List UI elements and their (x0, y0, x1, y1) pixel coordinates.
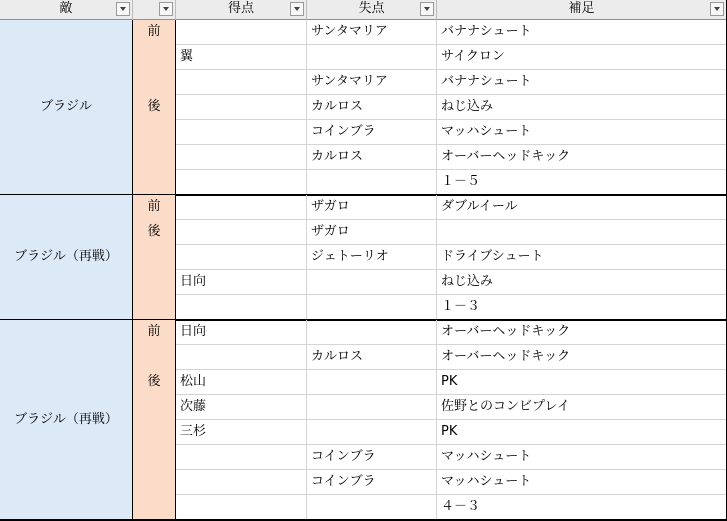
lost-cell[interactable]: カルロス (307, 95, 437, 120)
score-cell[interactable] (176, 345, 307, 370)
lost-cell[interactable] (307, 295, 437, 320)
note-cell[interactable]: バナナシュート (437, 70, 727, 95)
half-label: 後 (147, 99, 161, 114)
header-label: 失点 (358, 1, 385, 16)
lost-cell[interactable] (307, 370, 437, 395)
lost-cell[interactable] (307, 420, 437, 445)
score-cell[interactable] (176, 495, 307, 520)
header-score[interactable] (176, 0, 307, 20)
score-cell[interactable] (176, 470, 307, 495)
half-label: 前 (147, 199, 161, 214)
half-label: 後 (147, 224, 161, 239)
note-cell[interactable]: 佐野とのコンビプレイ (437, 395, 727, 420)
note-cell[interactable]: サイクロン (437, 45, 727, 70)
lost-cell[interactable]: カルロス (307, 145, 437, 170)
lost-cell[interactable] (307, 320, 437, 345)
filter-dropdown-icon[interactable] (710, 2, 724, 16)
note-cell[interactable]: PK (437, 420, 727, 445)
header-enemy[interactable] (0, 0, 133, 20)
header-lost[interactable] (307, 0, 437, 20)
enemy-cell[interactable] (0, 195, 133, 320)
note-cell[interactable]: １－５ (437, 170, 727, 195)
lost-cell[interactable]: ジェトーリオ (307, 245, 437, 270)
filter-dropdown-icon[interactable] (159, 2, 173, 16)
note-cell[interactable]: バナナシュート (437, 20, 727, 45)
lost-cell[interactable]: ザガロ (307, 220, 437, 245)
score-cell[interactable] (176, 95, 307, 120)
score-cell[interactable] (176, 70, 307, 95)
half-cell[interactable] (133, 320, 176, 520)
filter-dropdown-icon[interactable] (420, 2, 434, 16)
score-cell[interactable] (176, 220, 307, 245)
lost-cell[interactable]: サンタマリア (307, 70, 437, 95)
score-cell[interactable] (176, 245, 307, 270)
lost-cell[interactable] (307, 270, 437, 295)
filter-dropdown-icon[interactable] (290, 2, 304, 16)
half-label: 後 (147, 374, 161, 389)
half-label: 前 (147, 24, 161, 39)
score-cell[interactable]: 三杉 (176, 420, 307, 445)
score-cell[interactable] (176, 145, 307, 170)
score-cell[interactable] (176, 20, 307, 45)
lost-cell[interactable]: カルロス (307, 345, 437, 370)
score-cell[interactable]: 日向 (176, 270, 307, 295)
note-cell[interactable]: マッハシュート (437, 445, 727, 470)
half-cell[interactable] (133, 20, 176, 195)
lost-cell[interactable]: コインブラ (307, 470, 437, 495)
lost-cell[interactable] (307, 395, 437, 420)
enemy-cell[interactable] (0, 20, 133, 195)
note-cell[interactable]: オーバーヘッドキック (437, 145, 727, 170)
enemy-label: ブラジル (40, 99, 92, 114)
header-label: 得点 (227, 1, 254, 16)
header-label: 補足 (568, 1, 595, 16)
note-cell[interactable]: PK (437, 370, 727, 395)
header-half[interactable] (133, 0, 176, 20)
note-cell[interactable]: ダブルイール (437, 195, 727, 220)
lost-cell[interactable]: コインブラ (307, 120, 437, 145)
lost-cell[interactable]: サンタマリア (307, 20, 437, 45)
enemy-cell[interactable] (0, 320, 133, 520)
score-cell[interactable] (176, 195, 307, 220)
filter-dropdown-icon[interactable] (116, 2, 130, 16)
note-cell[interactable]: マッハシュート (437, 470, 727, 495)
lost-cell[interactable]: コインブラ (307, 445, 437, 470)
score-cell[interactable] (176, 120, 307, 145)
score-cell[interactable] (176, 295, 307, 320)
lost-cell[interactable]: ザガロ (307, 195, 437, 220)
lost-cell[interactable] (307, 495, 437, 520)
note-cell[interactable]: オーバーヘッドキック (437, 320, 727, 345)
half-label: 前 (147, 324, 161, 339)
enemy-label: ブラジル（再戦） (14, 411, 118, 427)
score-cell[interactable]: 松山 (176, 370, 307, 395)
score-cell[interactable] (176, 445, 307, 470)
score-cell[interactable]: 日向 (176, 320, 307, 345)
note-cell[interactable]: オーバーヘッドキック (437, 345, 727, 370)
lost-cell[interactable] (307, 170, 437, 195)
score-cell[interactable]: 次藤 (176, 395, 307, 420)
enemy-label: ブラジル（再戦） (14, 249, 118, 264)
note-cell[interactable]: ４－３ (437, 495, 727, 520)
lost-cell[interactable] (307, 45, 437, 70)
note-cell[interactable]: マッハシュート (437, 120, 727, 145)
note-cell[interactable] (437, 220, 727, 245)
half-cell[interactable] (133, 195, 176, 320)
header-label: 敵 (59, 1, 73, 16)
note-cell[interactable]: ドライブシュート (437, 245, 727, 270)
note-cell[interactable]: ねじ込み (437, 270, 727, 295)
header-note[interactable] (437, 0, 727, 20)
note-cell[interactable]: ねじ込み (437, 95, 727, 120)
note-cell[interactable]: １－３ (437, 295, 727, 320)
score-cell[interactable]: 翼 (176, 45, 307, 70)
score-cell[interactable] (176, 170, 307, 195)
